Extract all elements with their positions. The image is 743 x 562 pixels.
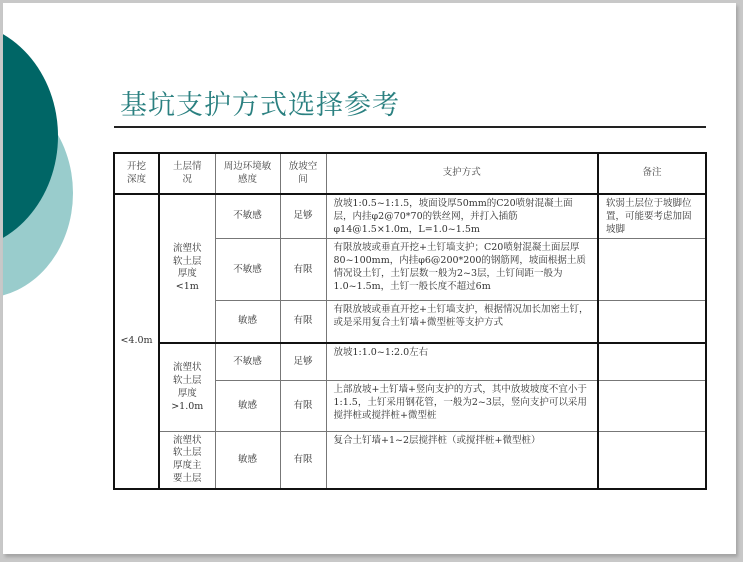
soil-cell: 流塑状软土层厚度>1.0m xyxy=(159,343,215,432)
method-cell: 放坡1:1.0~1:2.0左右 xyxy=(326,343,598,381)
table-header-row xyxy=(114,153,706,194)
soil-cell: 流塑状软土层厚度<1m xyxy=(159,194,215,343)
method-cell: 放坡1:0.5~1:1.5，坡面设厚50mm的C20喷射混凝土面层，内挂φ2@70*70的铁丝网，并打入插筋φ14@1.5×1.0m，L=1.0~1.5m xyxy=(326,194,598,239)
method-cell: 有限放坡或垂直开挖+土钉墙支护，根据情况加长加密土钉，或是采用复合土钉墙+微型桩等支护方式 xyxy=(326,301,598,343)
slope-space-cell: 有限 xyxy=(280,301,326,343)
remark-cell xyxy=(598,239,706,301)
method-cell: 上部放坡+土钉墙+竖向支护的方式，其中放坡坡度不宜小于1:1.5，土钉采用钢花管，一般为2~3层，竖向支护可以采用搅拌桩或搅拌桩+微型桩 xyxy=(326,381,598,432)
title-underline xyxy=(114,126,706,128)
table-row xyxy=(114,343,706,381)
remark-cell xyxy=(598,432,706,489)
method-cell: 复合土钉墙+1~2层搅拌桩（或搅拌桩+微型桩） xyxy=(326,432,598,489)
sensitivity-cell: 不敏感 xyxy=(215,239,280,301)
slide-title: 基坑支护方式选择参考 xyxy=(120,90,400,121)
soil-cell: 流塑状软土层厚度主要土层 xyxy=(159,432,215,489)
support-method-table xyxy=(113,152,707,490)
sensitivity-cell: 敏感 xyxy=(215,432,280,489)
header-remark: 备注 xyxy=(598,153,706,194)
sensitivity-cell: 不敏感 xyxy=(215,343,280,381)
sensitivity-cell: 不敏感 xyxy=(215,194,280,239)
method-cell: 有限放坡或垂直开挖+土钉墙支护；C20喷射混凝土面层厚80~100mm，内挂φ6@200*200的钢筋网，坡面根据土质情况设土钉，土钉层数一般为2~3层，土钉间距一般为1.0~1.5m，土钉一般长度不超过6m xyxy=(326,239,598,301)
table-row xyxy=(114,194,706,239)
header-sensitivity: 周边环境敏感度 xyxy=(215,153,280,194)
remark-cell xyxy=(598,343,706,381)
sensitivity-cell: 敏感 xyxy=(215,301,280,343)
sensitivity-cell: 敏感 xyxy=(215,381,280,432)
header-method: 支护方式 xyxy=(326,153,598,194)
slope-space-cell: 足够 xyxy=(280,194,326,239)
header-soil: 土层情况 xyxy=(159,153,215,194)
slope-space-cell: 有限 xyxy=(280,239,326,301)
slide xyxy=(3,3,736,554)
remark-cell xyxy=(598,381,706,432)
slope-space-cell: 有限 xyxy=(280,381,326,432)
header-slope-space: 放坡空间 xyxy=(280,153,326,194)
remark-cell: 软弱土层位于坡脚位置，可能要考虑加固坡脚 xyxy=(598,194,706,239)
slope-space-cell: 足够 xyxy=(280,343,326,381)
table-row xyxy=(114,432,706,489)
depth-cell: <4.0m xyxy=(114,194,159,489)
remark-cell xyxy=(598,301,706,343)
slope-space-cell: 有限 xyxy=(280,432,326,489)
header-depth: 开挖深度 xyxy=(114,153,159,194)
